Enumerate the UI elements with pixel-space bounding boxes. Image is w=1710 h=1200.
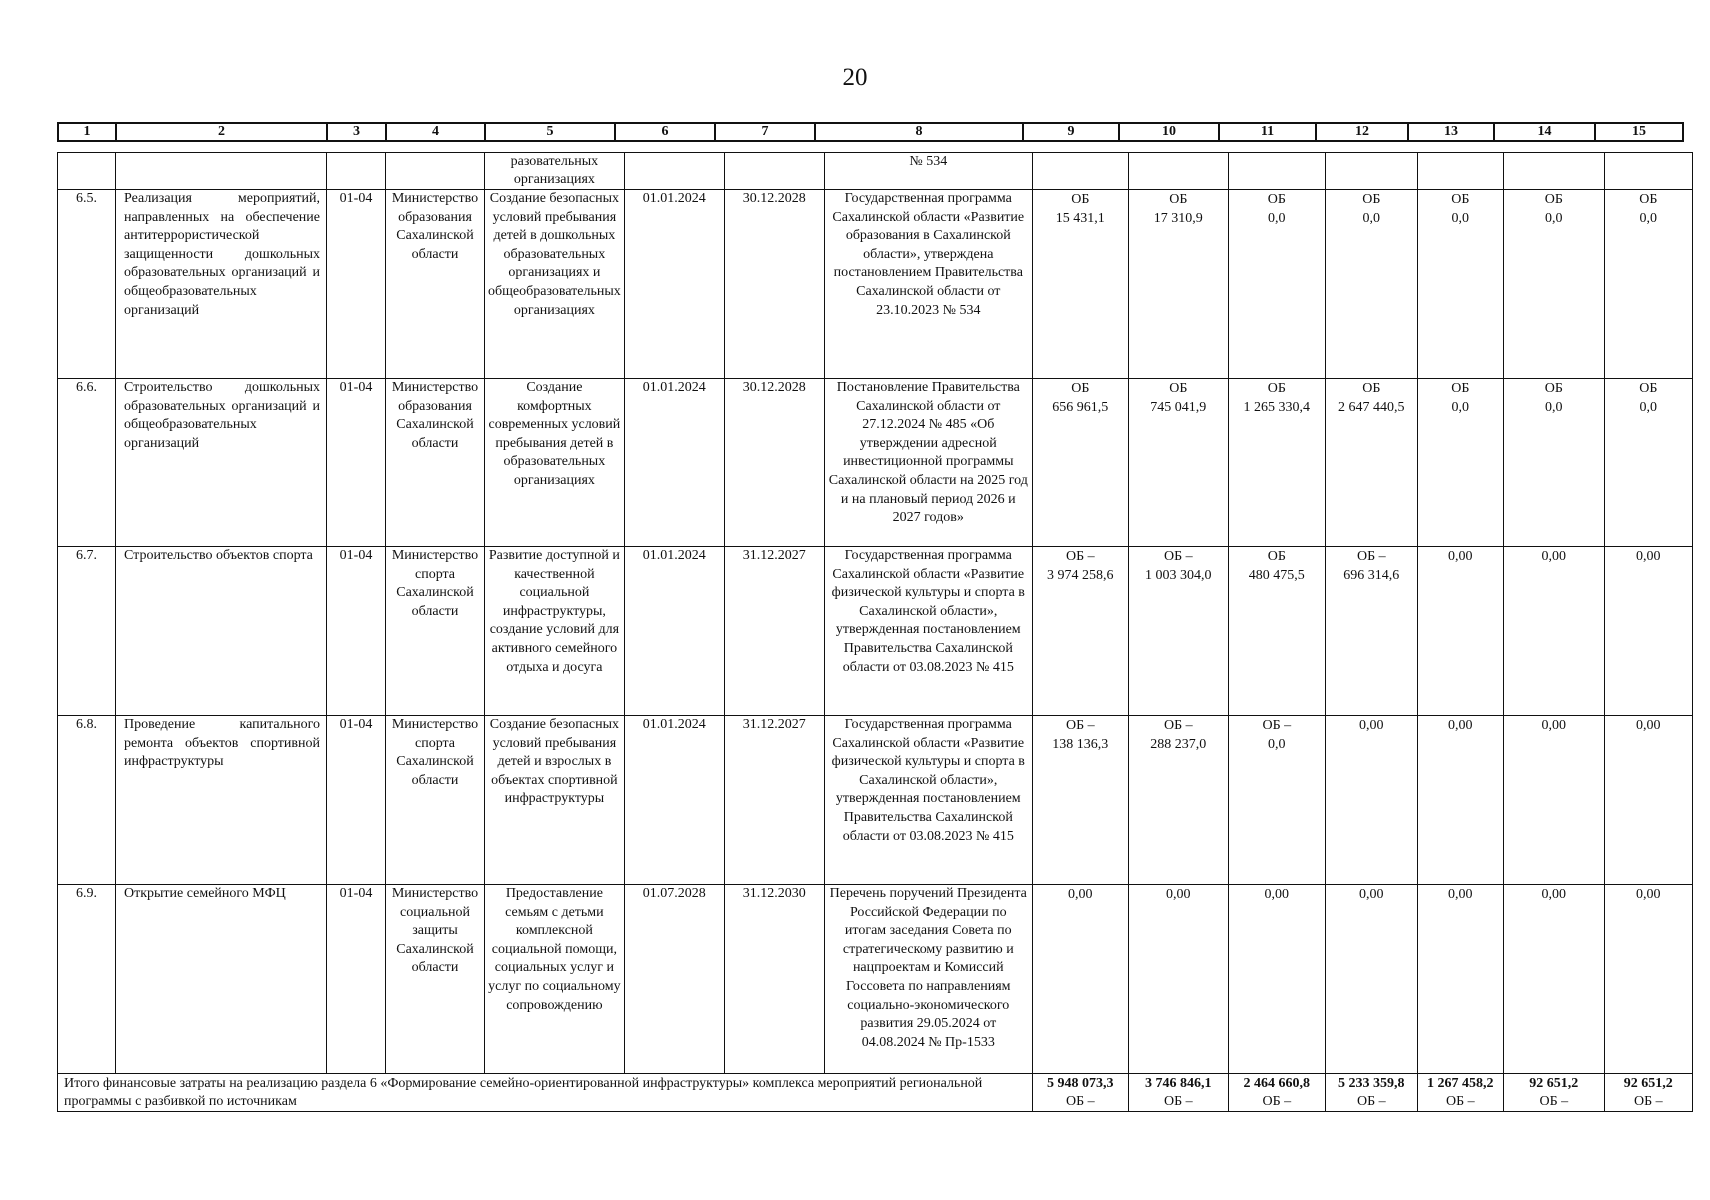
column-number-1: 1 (58, 123, 116, 141)
source-label: ОБ (1071, 381, 1090, 396)
total-amount (1325, 1074, 1417, 1112)
total-label: Итого финансовые затраты на реализацию раздела 6 «Формирование семейно-ориентированной инфраструктуры» комплекса мероприятий региональной программы с разбивкой по источникам (58, 1074, 1033, 1112)
item-amount-v14 (1503, 885, 1604, 1074)
column-number-4: 4 (386, 123, 485, 141)
item-code: 01-04 (327, 379, 386, 547)
source-label: ОБ (1544, 381, 1563, 396)
item-result: Создание безопасных условий пребывания детей в дошкольных образовательных организациях и общеобразовательных организациях (485, 190, 625, 379)
source-label: ОБ (1267, 192, 1286, 207)
item-end-date: 31.12.2030 (724, 885, 824, 1074)
amount-value: 0,0 (1268, 736, 1286, 752)
cont-basis: № 534 (824, 153, 1032, 190)
table-row (58, 379, 1693, 547)
table-row (58, 885, 1693, 1074)
item-amount-v12 (1325, 547, 1417, 716)
total-amount (1417, 1074, 1503, 1112)
source-label: ОБ (1639, 381, 1658, 396)
amount-value: 0,00 (1359, 887, 1384, 902)
table-row (58, 190, 1693, 379)
source-label: ОБ (1451, 381, 1470, 396)
item-amount-v9 (1032, 885, 1128, 1074)
amount-value: 3 974 258,6 (1047, 567, 1114, 583)
source-label: ОБ – (1356, 549, 1386, 564)
item-result: Предоставление семьям с детьми комплексной социальной помощи, социальных услуг и услуг по социальному сопровождению (485, 885, 625, 1074)
source-label: ОБ (1639, 192, 1658, 207)
item-amount-v13 (1417, 547, 1503, 716)
total-source-label: ОБ – (1539, 1093, 1569, 1109)
column-number-13: 13 (1408, 123, 1494, 141)
amount-value: 1 265 330,4 (1243, 399, 1311, 415)
amount-value: 745 041,9 (1150, 399, 1207, 415)
amount-value: 0,0 (1451, 399, 1470, 415)
item-name: Реализация мероприятий, направленных на обеспечение антитеррористической защищенности дошкольных образовательных организаций и общеобразовательных организаций (116, 190, 327, 379)
amount-value: 0,00 (1068, 887, 1093, 902)
source-label: ОБ – (1163, 718, 1193, 733)
source-label: ОБ (1169, 192, 1188, 207)
item-amount-v9 (1032, 716, 1128, 885)
amount-value: 0,00 (1264, 887, 1290, 902)
total-source-label: ОБ – (1633, 1093, 1663, 1109)
item-name: Открытие семейного МФЦ (116, 885, 327, 1074)
table-row (58, 716, 1693, 885)
item-amount-v9 (1032, 547, 1128, 716)
item-name: Строительство дошкольных образовательных организаций и общеобразовательных организаций (116, 379, 327, 547)
amount-value: 0,00 (1541, 887, 1567, 902)
item-amount-v10 (1128, 885, 1228, 1074)
item-amount-v13 (1417, 190, 1503, 379)
item-amount-v11 (1228, 379, 1325, 547)
item-number: 6.7. (58, 547, 116, 716)
item-amount-v14 (1503, 716, 1604, 885)
item-result: Создание безопасных условий пребывания детей и взрослых в объектах спортивной инфраструктуры (485, 716, 625, 885)
item-number: 6.5. (58, 190, 116, 379)
item-result: Развитие доступной и качественной социальной инфраструктуры, создание условий для активного семейного отдыха и досуга (485, 547, 625, 716)
amount-value: 0,00 (1448, 718, 1473, 733)
column-number-7: 7 (715, 123, 815, 141)
source-label: ОБ (1267, 381, 1286, 396)
amount-value: 0,00 (1166, 887, 1191, 902)
item-amount-v11 (1228, 547, 1325, 716)
column-number-8: 8 (815, 123, 1023, 141)
item-amount-v15 (1604, 379, 1692, 547)
item-basis: Государственная программа Сахалинской области «Развитие физической культуры и спорта в Сахалинской области», утвержденная постановлением Правительства Сахалинской области от 03.08.2023 № 415 (824, 716, 1032, 885)
total-value: 92 651,2 (1623, 1076, 1673, 1091)
column-number-15: 15 (1595, 123, 1683, 141)
item-amount-v15 (1604, 547, 1692, 716)
total-amount (1128, 1074, 1228, 1112)
item-code: 01-04 (327, 547, 386, 716)
item-amount-v14 (1503, 547, 1604, 716)
item-amount-v9 (1032, 379, 1128, 547)
item-executor: Министерство образования Сахалинской области (386, 379, 485, 547)
column-number-header (57, 122, 1684, 142)
column-number-3: 3 (327, 123, 386, 141)
item-number: 6.8. (58, 716, 116, 885)
amount-value: 656 961,5 (1052, 399, 1109, 415)
source-label: ОБ – (1065, 549, 1095, 564)
total-value: 92 651,2 (1529, 1076, 1579, 1091)
item-code: 01-04 (327, 885, 386, 1074)
item-amount-v12 (1325, 716, 1417, 885)
column-number-6: 6 (615, 123, 715, 141)
item-start-date: 01.01.2024 (624, 716, 724, 885)
amount-value: 0,0 (1545, 399, 1563, 415)
total-value: 2 464 660,8 (1243, 1076, 1311, 1091)
item-amount-v15 (1604, 716, 1692, 885)
item-amount-v13 (1417, 716, 1503, 885)
total-amount (1503, 1074, 1604, 1112)
column-number-10: 10 (1119, 123, 1219, 141)
item-executor: Министерство спорта Сахалинской области (386, 547, 485, 716)
item-amount-v10 (1128, 547, 1228, 716)
amount-value: 0,00 (1359, 718, 1384, 733)
item-start-date: 01.01.2024 (624, 190, 724, 379)
item-code: 01-04 (327, 190, 386, 379)
item-amount-v12 (1325, 190, 1417, 379)
amount-value: 138 136,3 (1052, 736, 1109, 752)
item-amount-v13 (1417, 379, 1503, 547)
amount-value: 0,00 (1448, 887, 1473, 902)
amount-value: 288 237,0 (1150, 736, 1207, 752)
column-number-2: 2 (116, 123, 327, 141)
item-start-date: 01.01.2024 (624, 547, 724, 716)
amount-value: 696 314,6 (1343, 567, 1400, 583)
source-label: ОБ (1362, 192, 1381, 207)
amount-value: 0,0 (1362, 210, 1381, 226)
column-number-9: 9 (1023, 123, 1119, 141)
item-executor: Министерство спорта Сахалинской области (386, 716, 485, 885)
amount-value: 17 310,9 (1153, 210, 1203, 226)
amount-value: 0,00 (1448, 549, 1473, 564)
total-source-label: ОБ – (1445, 1093, 1475, 1109)
page-number: 20 (842, 64, 868, 91)
source-label: ОБ (1071, 192, 1090, 207)
source-label: ОБ – (1065, 718, 1095, 733)
item-amount-v11 (1228, 885, 1325, 1074)
total-amount (1228, 1074, 1325, 1112)
item-start-date: 01.07.2028 (624, 885, 724, 1074)
amount-value: 0,00 (1541, 549, 1567, 564)
column-number-5: 5 (485, 123, 615, 141)
amount-value: 2 647 440,5 (1338, 399, 1405, 415)
total-value: 1 267 458,2 (1427, 1076, 1494, 1091)
item-amount-v11 (1228, 190, 1325, 379)
item-amount-v14 (1503, 379, 1604, 547)
source-label: ОБ (1451, 192, 1470, 207)
total-amount (1032, 1074, 1128, 1112)
source-label: ОБ – (1262, 718, 1292, 733)
table-row (58, 547, 1693, 716)
item-amount-v10 (1128, 190, 1228, 379)
item-amount-v15 (1604, 885, 1692, 1074)
item-basis: Постановление Правительства Сахалинской области от 27.12.2024 № 485 «Об утверждении адресной инвестиционной программы Сахалинской области на 2025 год и на плановый период 2026 и 2027 годов» (824, 379, 1032, 547)
amount-value: 0,0 (1268, 210, 1286, 226)
item-amount-v11 (1228, 716, 1325, 885)
total-amount (1604, 1074, 1692, 1112)
amount-value: 480 475,5 (1248, 567, 1305, 583)
source-label: ОБ (1362, 381, 1381, 396)
item-end-date: 31.12.2027 (724, 547, 824, 716)
item-end-date: 30.12.2028 (724, 190, 824, 379)
total-row (58, 1074, 1693, 1112)
item-number: 6.6. (58, 379, 116, 547)
amount-value: 0,0 (1545, 210, 1563, 226)
item-amount-v15 (1604, 190, 1692, 379)
amount-value: 0,00 (1636, 549, 1661, 564)
amount-value: 0,00 (1636, 887, 1661, 902)
item-amount-v10 (1128, 716, 1228, 885)
item-basis: Государственная программа Сахалинской области «Развитие физической культуры и спорта в Сахалинской области», утвержденная постановлением Правительства Сахалинской области от 03.08.2023 № 415 (824, 547, 1032, 716)
amount-value: 0,0 (1639, 210, 1658, 226)
item-code: 01-04 (327, 716, 386, 885)
item-start-date: 01.01.2024 (624, 379, 724, 547)
item-number: 6.9. (58, 885, 116, 1074)
source-label: ОБ (1169, 381, 1188, 396)
total-source-label: ОБ – (1356, 1093, 1386, 1109)
amount-value: 15 431,1 (1055, 210, 1105, 226)
item-executor: Министерство образования Сахалинской области (386, 190, 485, 379)
item-basis: Государственная программа Сахалинской области «Развитие образования в Сахалинской области», утверждена постановлением Правительства Сахалинской области от 23.10.2023 № 534 (824, 190, 1032, 379)
total-source-label: ОБ – (1163, 1093, 1193, 1109)
item-name: Проведение капитального ремонта объектов спортивной инфраструктуры (116, 716, 327, 885)
item-end-date: 30.12.2028 (724, 379, 824, 547)
column-number-12: 12 (1316, 123, 1408, 141)
activities-table (57, 152, 1693, 1112)
item-executor: Министерство социальной защиты Сахалинской области (386, 885, 485, 1074)
source-label: ОБ – (1163, 549, 1193, 564)
item-name: Строительство объектов спорта (116, 547, 327, 716)
total-value: 5 948 073,3 (1047, 1076, 1114, 1091)
item-amount-v13 (1417, 885, 1503, 1074)
item-amount-v9 (1032, 190, 1128, 379)
column-number-14: 14 (1494, 123, 1595, 141)
total-source-label: ОБ – (1065, 1093, 1095, 1109)
item-amount-v10 (1128, 379, 1228, 547)
amount-value: 1 003 304,0 (1145, 567, 1212, 583)
amount-value: 0,0 (1451, 210, 1470, 226)
cont-result: разовательных организациях (485, 153, 625, 190)
item-amount-v12 (1325, 885, 1417, 1074)
total-value: 3 746 846,1 (1145, 1076, 1212, 1091)
total-value: 5 233 359,8 (1338, 1076, 1405, 1091)
amount-value: 0,00 (1541, 718, 1567, 733)
item-result: Создание комфортных современных условий пребывания детей в образовательных организациях (485, 379, 625, 547)
source-label: ОБ (1267, 549, 1286, 564)
item-amount-v12 (1325, 379, 1417, 547)
source-label: ОБ (1544, 192, 1563, 207)
amount-value: 0,0 (1639, 399, 1658, 415)
item-amount-v14 (1503, 190, 1604, 379)
item-end-date: 31.12.2027 (724, 716, 824, 885)
continuation-row (58, 153, 1693, 190)
item-basis: Перечень поручений Президента Российской Федерации по итогам заседания Совета по стратегическому развитию и нацпроектам и Комиссий Госсовета по направлениям социально-экономического развития 29.05.2024 от 04.08.2024 № Пр-1533 (824, 885, 1032, 1074)
amount-value: 0,00 (1636, 718, 1661, 733)
column-number-11: 11 (1219, 123, 1316, 141)
total-source-label: ОБ – (1262, 1093, 1292, 1109)
